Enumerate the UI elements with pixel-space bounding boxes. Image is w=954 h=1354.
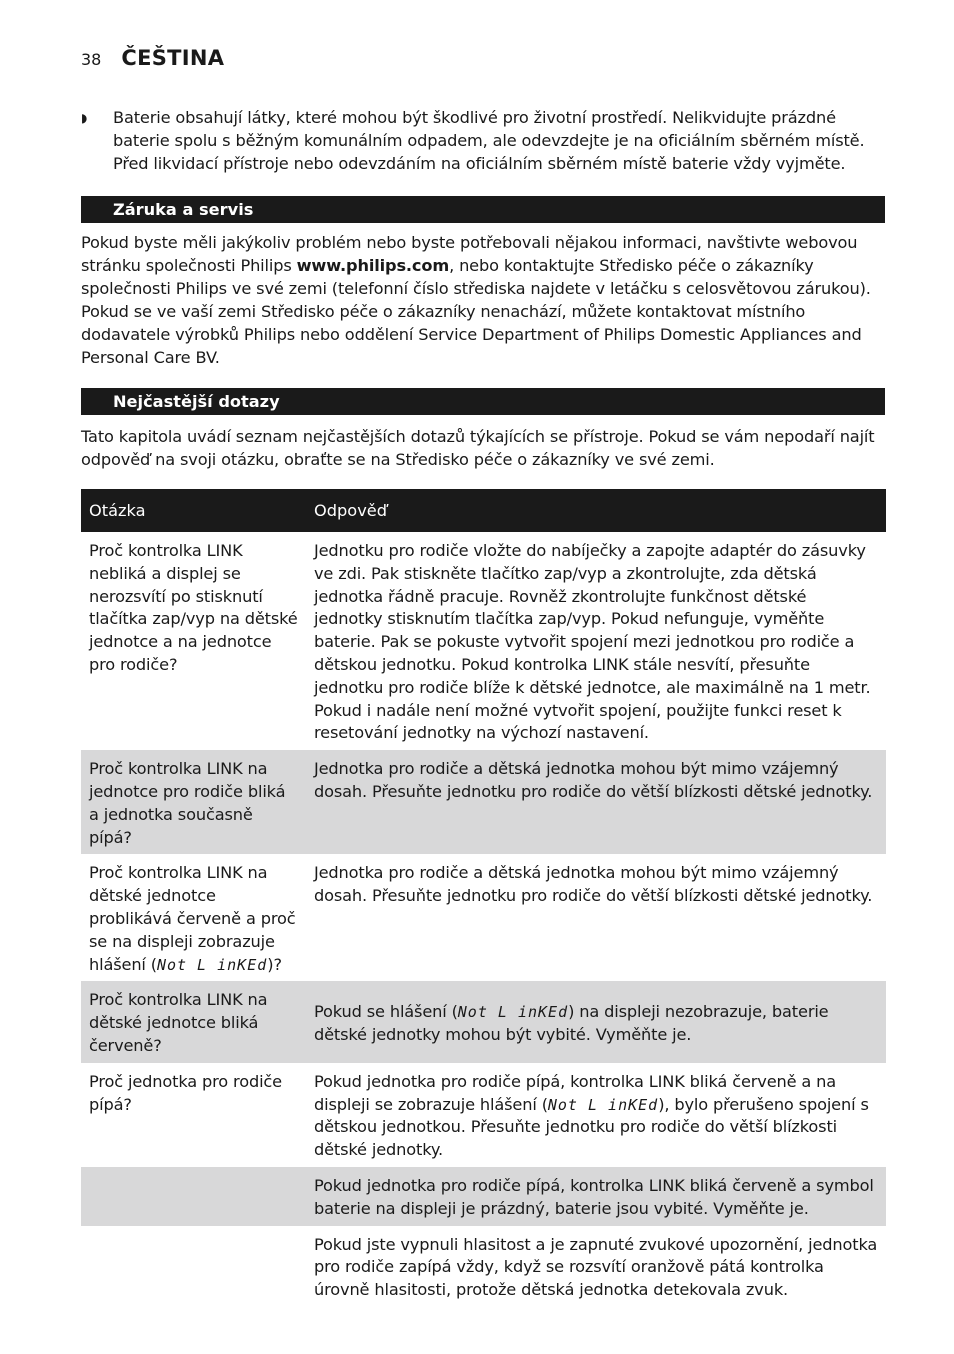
faq-table-header [81,489,886,532]
question-cell [81,1167,306,1226]
answer-cell: Pokud jednotka pro rodiče pípá, kontrolka LINK bliká červeně a symbol baterie na displeji je prázdný, baterie jsou vybité. Vyměňte je. [306,1167,886,1226]
philips-website-link[interactable]: www.philips.com [296,255,450,275]
answer-cell: Jednotka pro rodiče a dětská jednotka mohou být mimo vzájemný dosah. Přesuňte jednotku pro rodiče do větší blízkosti dětské jednotky. [306,750,886,854]
question-cell: Proč jednotka pro rodiče pípá? [89,1071,282,1114]
lcd-message: Not L inKEd [156,955,268,974]
faq-heading: Nejčastější dotazy [81,388,885,415]
question-cell: Proč kontrolka LINK na jednotce pro rodiče bliká a jednotka současně pípá? [81,750,306,854]
answer-text: Pokud se hlášení ( [314,1001,458,1021]
page-header [81,46,224,76]
question-text: Proč kontrolka LINK na dětské jednotce problikává červeně a proč se na displeji zobrazuje hlášení ( [89,863,296,974]
answer-cell: Jednotka pro rodiče a dětská jednotka mohou být mimo vzájemný dosah. Přesuňte jednotku pro rodiče do větší blízkosti dětské jednotky. [314,863,873,906]
table-row [81,1167,886,1226]
warranty-heading: Záruka a servis [81,196,885,223]
question-cell: Proč kontrolka LINK na dětské jednotce bliká červeně? [81,981,306,1062]
table-row [81,750,886,854]
table-row [81,854,886,981]
table-row [81,1063,886,1167]
section-language-title: ČEŠTINA [121,46,225,70]
bullet-icon: ◗ [81,111,88,125]
answer-cell: Pokud jste vypnuli hlasitost a je zapnuté zvukové upozornění, jednotka pro rodiče zapípá vždy, když se rozsvítí oranžově pátá kontrolka úrovně hlasitosti, protože dětská jednotka detekovala zvuk. [314,1234,878,1300]
answer-text-end: ) na displeji nezobrazuje, baterie dětské jednotky mohou být vybité. Vyměňte je. [314,1001,829,1044]
answer-cell: Jednotku pro rodiče vložte do nabíječky a zapojte adaptér do zásuvky ve zdi. Pak stiskněte tlačítko zap/vyp a zkontrolujte, zda dětská jednotka řádně pracuje. Rovněž zkontrolujte funkčnost dětské jednotky stisknutím tlačítka zap/vyp. Pokud nefunguje, vyměňte baterie. Pak se pokuste vytvořit spojení mezi jednotkou pro rodiče a dětskou jednotku. Pokud kontrolka LINK stále nesvítí, přesuňte jednotku pro rodiče blíže k dětské jednotce, ale maximálně na 1 metr. Pokud i nadále není možné vytvořit spojení, použijte funkci reset k resetování jednotky na výchozí nastavení. [314,541,871,743]
table-row [81,1226,886,1307]
bullet-text: Baterie obsahují látky, které mohou být škodlivé pro životní prostředí. Nelikvidujte prázdné baterie spolu s běžným komunálním odpadem, ale odevzdejte je na oficiálním sběrném místě. Před likvidací přístroje nebo odevzdáním na oficiálním sběrném místě baterie vždy vyjměte. [113,108,865,173]
lcd-message: Not L inKEd [457,1002,569,1021]
question-cell [81,1226,306,1307]
column-header-question: Otázka [81,489,306,532]
battery-disposal-note [81,107,887,175]
lcd-message: Not L inKEd [547,1095,659,1114]
faq-intro: Tato kapitola uvádí seznam nejčastějších dotazů týkajících se přístroje. Pokud se vám nepodaří najít odpověď na svoji otázku, obraťte se na Středisko péče o zákazníky ve své zemi. [81,427,875,469]
answer-cell [306,981,886,1062]
answer-cell [306,1063,886,1167]
question-cell [81,854,306,981]
warranty-paragraph [81,232,887,369]
answer-text-end: ), bylo přerušeno spojení s dětskou jednotkou. Přesuňte jednotku pro rodiče do větší blízkosti dětské jednotky. [314,1094,869,1160]
table-row [81,981,886,1062]
answer-text: Pokud jednotka pro rodiče pípá, kontrolka LINK bliká červeně a na displeji se zobrazuje hlášení ( [314,1071,837,1114]
warranty-text-after: , nebo kontaktujte Středisko péče o zákazníky společnosti Philips ve své zemi (telefonní číslo střediska najdete v letáčku s celosvětovou zárukou). Pokud se ve vaší zemi Středisko péče o zákazníky nenachází, můžete kontaktovat místního dodavatele výrobků Philips nebo oddělení Service Department of Philips Domestic Appliances and Personal Care BV. [81,255,871,367]
page-number: 38 [81,50,102,69]
column-header-answer: Odpověď [306,489,886,532]
question-text-end: )? [267,954,282,974]
question-cell: Proč kontrolka LINK nebliká a displej se nerozsvítí po stisknutí tlačítka zap/vyp na dětské jednotce a na jednotce pro rodiče? [89,541,298,674]
table-row [81,532,886,750]
warranty-text-before: Pokud byste měli jakýkoliv problém nebo byste potřebovali nějakou informaci, navštivte webovou stránku společnosti Philips [81,233,858,275]
faq-table [81,489,886,1307]
